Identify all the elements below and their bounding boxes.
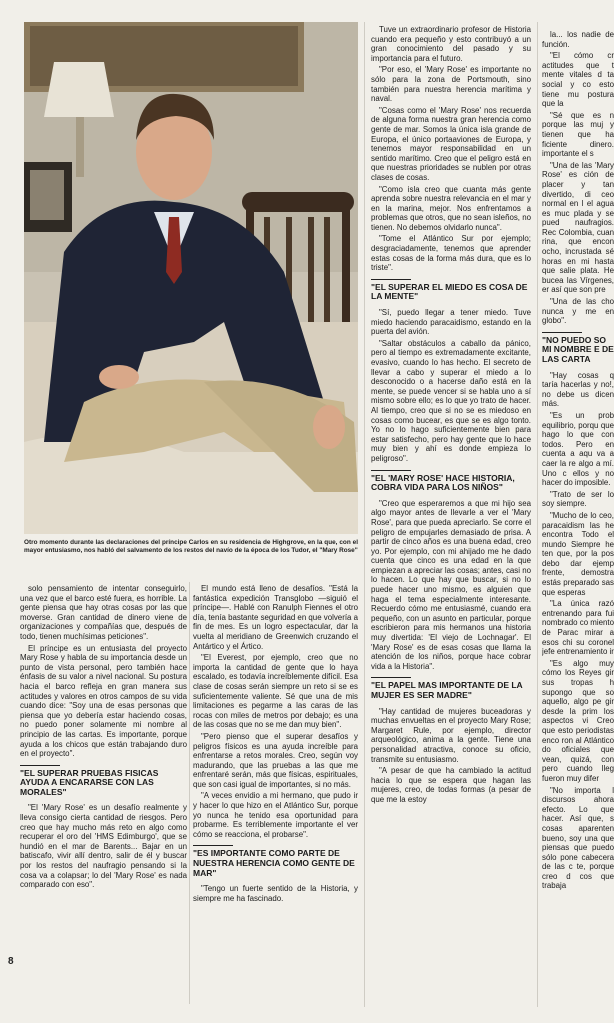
section-heading: "ES IMPORTANTE COMO PARTE DE NUESTRA HERENCIA COMO GENTE DE MAR" — [193, 845, 358, 878]
column-divider — [537, 22, 538, 1007]
paragraph: "El cómo cr actitudes que t mente vitales d ta social y co esto tiene mu postura que la — [542, 51, 614, 109]
paragraph: "Una de las 'Mary Rose' es ción de placer y tan divertido, di ceo normal en l el agua es muc plada y se pued naufragios. Rec Colombia, cuan rina, que encon ocho, incrustada sé horas en mi hasta que salie plata. He bucea las Vírgenes, er así que son pre — [542, 160, 614, 295]
paragraph: El mundo está lleno de desafíos. "Está la fantástica expedición Transglobo —siguió el príncipe—. Hablé con Ranulph Fiennes el otro día, tenía bastante seguridad en que volvería a fin de mes. Es un logro espectacular, dar la vuelta al meridiano de Greenwich cruzando el Antártico y el Ártico. — [193, 584, 358, 651]
paragraph: "Por eso, el 'Mary Rose' es importante no sólo para la zona de Portsmouth, sino también para nuestra herencia marítima y naval. — [371, 65, 531, 104]
paragraph: "El Everest, por ejemplo, creo que no importa la cantidad de gente que lo haya escalado, es todavía increíblemente difícil. Esa clase de cosas serán siempre un reto si se es suficientemente valiente. Sé que una de mis limitaciones es pegarme a las caras de las rocas con miles de metros por debajo; es una de las cosas que no se me dan muy bien". — [193, 653, 358, 730]
photo-caption: Otro momento durante las declaraciones del príncipe Carlos en su residencia de Highgrove, en la que, con el mayor entusiasmo, nos habló del salvamento de los restos del navío de la época de los Tudor, el "Mary Rose" — [24, 539, 358, 555]
paragraph: "Hay cantidad de mujeres buceadoras y muchas envueltas en el proyecto Mary Rose; Margaret Rule, por ejemplo, director arqueológico, anima a la gente. Tiene una personalidad atractiva, conoce su oficio, transmite su entusiasmo. — [371, 706, 531, 764]
paragraph: "Es algo muy cómo los Reyes gir sus tropas h supongo que so aquello, algo pe gir desde la prim los aspectos vi Creo que esto periodistas enco ron al Atlántico do oficiales que vean, quizá, con pero cuando lleg fueron muy difer — [542, 658, 614, 783]
paragraph: El príncipe es un entusiasta del proyecto Mary Rose y habla de su importancia desde un punto de vista personal, pero también hace énfasis de su valor a nivel nacional. Su postura hacia el barco refleja en gran manera sus actitudes y valores en otros campos de su vida cuando dice: "Soy una de esas personas que piensa que yo debería estar haciendo cosas, no puedo poner solamente mi nombre al principio de las cartas. Es importante, porque ayuda a los chicos que están trabajando duro en el proyecto". — [20, 643, 187, 759]
section-heading: "EL SUPERAR EL MIEDO ES COSA DE LA MENTE" — [371, 279, 531, 302]
article-column-bottom-1 — [20, 584, 187, 1004]
paragraph: "Pero pienso que el superar desafíos y peligros físicos es una ayuda increíble para enfrentarse a retos morales. Creo, según voy madurando, que las pruebas a las que me enfrentaré serán, más que físicas, espirituales, que son casi igual de importantes, si no más. — [193, 731, 358, 789]
paragraph: "Mucho de lo ceo, paracaidism las he encontra Todo el mundo Siempre he ten que, por la pos debo dar ejemp frente, demostra estás preparado sas que esperas — [542, 510, 614, 597]
paragraph: "El 'Mary Rose' es un desafío realmente y lleva consigo cierta cantidad de riesgos. Pero creo que hay mucho más reto en algo como recuperar el oro del 'HMS Edimburgo', que se hundió en el mar de Barents... Bajar en un batiscafo, vivir allí dentro, salir de él y buscar por los restos del naufragio pensando si la cosa va a colapsar; lo del 'Mary Rose' es nada comparado con eso". — [20, 803, 187, 890]
section-heading: "NO PUEDO SO MI NOMBRE E DE LAS CARTA — [542, 332, 614, 365]
column-divider — [364, 22, 365, 1007]
article-column-top-right-2 — [542, 30, 614, 1010]
paragraph: "Tome el Atlántico Sur por ejemplo; desgraciadamente, tenemos que aprender estas cosas de la forma más dura, que es lo triste". — [371, 234, 531, 273]
section-heading: "EL SUPERAR PRUEBAS FISICAS AYUDA A ENCARARSE CON LAS MORALES" — [20, 765, 187, 798]
paragraph: "Creo que esperaremos a que mi hijo sea algo mayor antes de llevarle a ver el 'Mary Rose', para que pueda apreciarlo. Se corre el peligro de empujarles demasiado de prisa. A partir de cinco años es una buena edad, creo yo. Por ejemplo, con mi ahijado me he dado cuenta que cinco es una edad en la que empiezan a apreciar las cosas; antes, casi no lo hacen. Lo que hay que buscar, si no lo puede hacer uno mismo, es alguien que haga el tema especialmente interesante. Recuerdo cómo me entusiasmé, cuando era pequeño, con un asunto en particular, porque escribieron para mis hermanos una historia muy divertida: 'El viejo de Lochnagar'. El 'Mary Rose' es de esas cosas que llama la atención de los niños, porque hace cobrar vida a la Historia". — [371, 498, 531, 671]
paragraph: "No importa l discursos ahora efecto. Lo que hacer. Así que, s cosas aparenten bueno, soy una que piensas que puedo sólo pone cabecera de las c te, porque creo d cos que trabaja — [542, 785, 614, 891]
prince-photo — [24, 22, 358, 534]
article-column-bottom-2 — [193, 584, 358, 1004]
paragraph: "Como isla creo que cuanta más gente aprenda sobre nuestra relevancia en el mar y en la marina, mejor. Nos enfrentamos a problemas que otros, que no sean isleños, no tienen. No debemos olvidarlo nunca". — [371, 184, 531, 232]
article-column-top-right-1 — [371, 25, 531, 1005]
column-divider — [189, 582, 190, 1004]
paragraph: "Sé que es n porque las muj y tienen que ha ficiente dinero. importante el s — [542, 110, 614, 159]
paragraph: "La única razó entrenando para fui nombrado co miento de Parac mirar a esos chi su coronel jefe entrenamiento ir — [542, 599, 614, 657]
photo-illustration — [24, 22, 358, 534]
paragraph: "A veces envidio a mi hermano, que pudo ir y hacer lo que hizo en el Atlántico Sur, porque yo nunca he tenido esa oportunidad para probarme. Es terriblemente importante el ver cómo se reacciona, el probarse". — [193, 791, 358, 839]
section-heading: "EL PAPEL MAS IMPORTANTE DE LA MUJER ES SER MADRE" — [371, 677, 531, 700]
paragraph: "A pesar de que ha cambiado la actitud hacia lo que se espera que hagan las mujeres, creo, de todas formas (a pesar de que me la estoy — [371, 766, 531, 804]
paragraph: la... los nadie de función. — [542, 30, 614, 49]
paragraph: "Tengo un fuerte sentido de la Historia, y siempre me ha fascinado. — [193, 884, 358, 903]
page-number: 8 — [8, 956, 14, 967]
paragraph: "Una de las cho nunca y me en globo". — [542, 297, 614, 326]
paragraph: "Trato de ser lo soy siempre. — [542, 489, 614, 509]
paragraph: "Es un prob equilibrio, porqu que hago lo que con todos. Pero en cuenta a aqu va a caer la re algo a mí. Uno c ellos y no hacer do imposible. — [542, 410, 614, 488]
section-heading: "EL 'MARY ROSE' HACE HISTORIA, COBRA VIDA PARA LOS NIÑOS" — [371, 470, 531, 493]
paragraph: "Hay cosas q taría hacerlas y no!, no debe us dicen más. — [542, 370, 614, 409]
paragraph: "Sí, puedo llegar a tener miedo. Tuve miedo haciendo paracaidismo, estando en la puerta del avión. — [371, 308, 531, 337]
paragraph: Tuve un extraordinario profesor de Historia cuando era pequeño y esto contribuyó a un gran conocimiento del pasado y su importancia para el futuro. — [371, 25, 531, 63]
paragraph: solo pensamiento de intentar conseguirlo, una vez que el barco esté fuera, es horrible. La gente piensa que hay otras cosas por las que moverse. Gran cantidad de dinero viene de organizaciones y compañías que, después de todo, tienen muchísimas peticiones". — [20, 584, 187, 641]
paragraph: "Cosas como el 'Mary Rose' nos recuerda de alguna forma nuestra gran herencia como gente de mar. Somos la única isla grande de Europa, el único portaaviones de Europa, y tenemos mayor responsabilidad en un sentido marítimo. Creo que el peligro está en que nuestras prioridades se nublen por otras clases de cosas. — [371, 105, 531, 182]
paragraph: "Saltar obstáculos a caballo da pánico, pero al tiempo es extremadamente excitante, evasivo, cuando lo has hecho. El secreto de llevar a cabo y superar el miedo a lo desconocido o a hacerse daño está en la mente, se puede vencer si se habla uno a sí mismo sobre ello; es lo que yo trato de hacer. Al tiempo, creo que si no se es miedoso en cosas como bucear, es que se es algo tonto. Yo no lo hago suficientemente bien para estar satisfecho, pero hay gente que lo hace muy bien y ahí es donde empieza lo peligroso". — [371, 338, 531, 463]
